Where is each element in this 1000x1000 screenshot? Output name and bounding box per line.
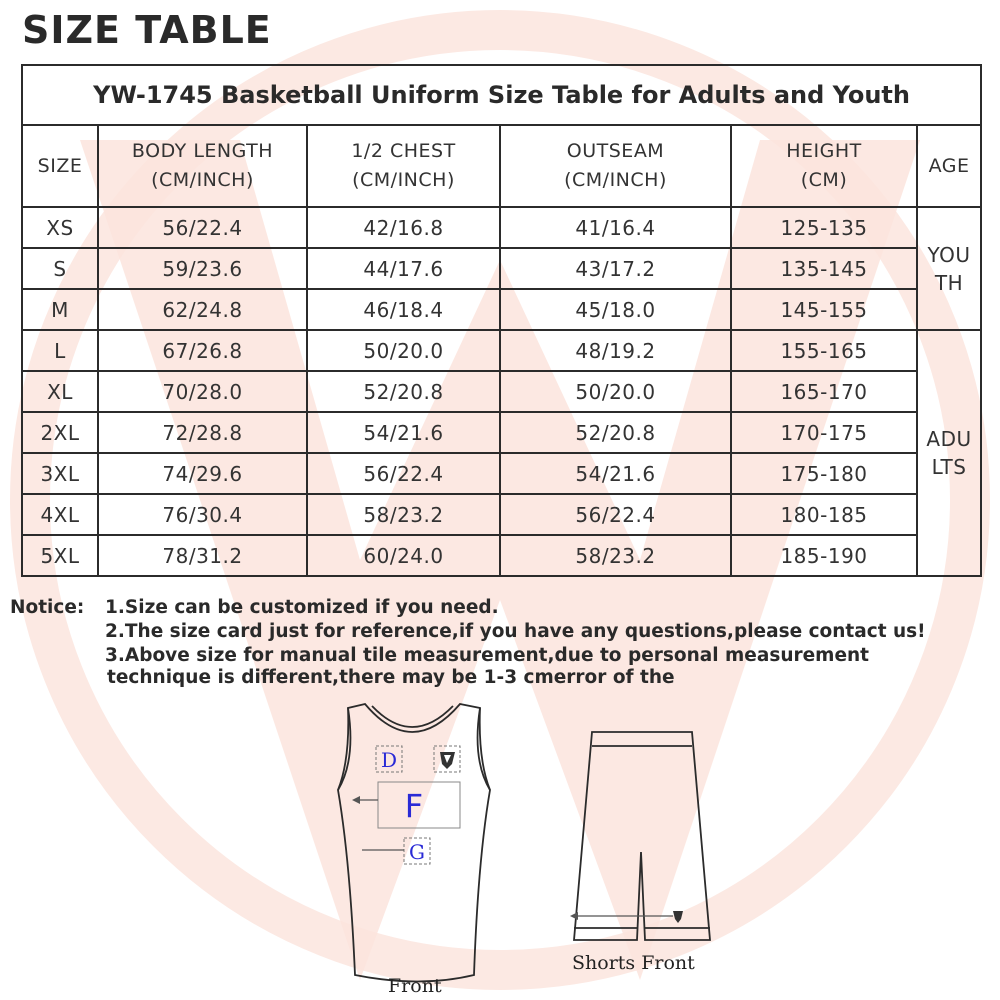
table-row	[22, 371, 981, 412]
table-cell: 45/18.0	[500, 289, 731, 330]
column-header-line: 1/2 CHEST	[351, 140, 456, 162]
table-cell: 76/30.4	[98, 494, 307, 535]
table-cell: 155-165	[731, 330, 917, 371]
column-header-line: OUTSEAM	[566, 140, 665, 162]
table-cell: 60/24.0	[307, 535, 500, 576]
column-header-unit: (CM)	[800, 169, 848, 191]
table-cell: S	[22, 248, 98, 289]
table-cell: L	[22, 330, 98, 371]
table-row	[22, 207, 981, 248]
shorts-front-outline	[574, 732, 710, 940]
table-row	[22, 453, 981, 494]
table-cell: 74/29.6	[98, 453, 307, 494]
table-cell: 58/23.2	[307, 494, 500, 535]
mark-f: F	[404, 787, 424, 825]
table-cell: 4XL	[22, 494, 98, 535]
column-header-line: AGE	[928, 154, 970, 177]
table-header-row	[22, 125, 981, 207]
notice-label: Notice:	[10, 597, 85, 618]
table-cell: 52/20.8	[307, 371, 500, 412]
size-table	[21, 64, 982, 577]
table-cell: 70/28.0	[98, 371, 307, 412]
column-header-unit: (CM/INCH)	[352, 169, 455, 191]
shorts-caption: Shorts Front	[572, 952, 695, 974]
age-group-line: TH	[934, 270, 964, 295]
table-cell: 46/18.4	[307, 289, 500, 330]
table-cell: 56/22.4	[307, 453, 500, 494]
table-cell: 3XL	[22, 453, 98, 494]
table-cell: 125-135	[731, 207, 917, 248]
column-header-unit: (CM/INCH)	[151, 169, 254, 191]
column-header-line: SIZE	[37, 154, 83, 177]
table-cell: 67/26.8	[98, 330, 307, 371]
table-cell: 175-180	[731, 453, 917, 494]
table-cell: 50/20.0	[307, 330, 500, 371]
shield-logo-icon	[440, 752, 455, 769]
column-header-unit: (CM/INCH)	[564, 169, 667, 191]
table-cell: 185-190	[731, 535, 917, 576]
notice-item: 3.Above size for manual tile measurement,due to personal measurement	[105, 645, 870, 666]
table-cell: XL	[22, 371, 98, 412]
jersey-caption: Front	[388, 975, 442, 997]
column-header	[500, 125, 731, 207]
table-caption: YW-1745 Basketball Uniform Size Table for Adults and Youth	[22, 65, 981, 125]
table-cell: 135-145	[731, 248, 917, 289]
table-row	[22, 330, 981, 371]
arrowhead-icon	[352, 796, 360, 804]
notice-item: technique is different,there may be 1-3 cmerror of the	[107, 667, 675, 688]
table-cell: 43/17.2	[500, 248, 731, 289]
age-group-line: ADU	[926, 427, 972, 451]
column-header	[731, 125, 917, 207]
column-header	[917, 125, 981, 207]
table-cell: M	[22, 289, 98, 330]
table-cell: 145-155	[731, 289, 917, 330]
table-row	[22, 494, 981, 535]
table-cell: 2XL	[22, 412, 98, 453]
age-group-cell	[917, 330, 981, 576]
table-row	[22, 412, 981, 453]
table-cell: 54/21.6	[307, 412, 500, 453]
table-cell: 44/17.6	[307, 248, 500, 289]
table-cell: 41/16.4	[500, 207, 731, 248]
table-cell: 180-185	[731, 494, 917, 535]
column-header-line: BODY LENGTH	[131, 140, 274, 162]
table-row	[22, 535, 981, 576]
column-header	[98, 125, 307, 207]
shorts-logo-icon	[673, 911, 683, 923]
table-cell: 170-175	[731, 412, 917, 453]
garment-diagram	[0, 690, 1000, 1000]
table-cell: 58/23.2	[500, 535, 731, 576]
notice-item: 1.Size can be customized if you need.	[105, 597, 499, 618]
age-group-line: LTS	[931, 455, 967, 479]
table-cell: 56/22.4	[500, 494, 731, 535]
table-cell: 54/21.6	[500, 453, 731, 494]
table-row	[22, 289, 981, 330]
column-header-line: HEIGHT	[786, 140, 862, 162]
age-group-cell	[917, 207, 981, 330]
table-cell: 56/22.4	[98, 207, 307, 248]
table-cell: 72/28.8	[98, 412, 307, 453]
arrowhead-icon	[570, 912, 578, 920]
notice-item: 2.The size card just for reference,if you have any questions,please contact us!	[105, 621, 926, 642]
table-cell: XS	[22, 207, 98, 248]
table-cell: 42/16.8	[307, 207, 500, 248]
table-cell: 165-170	[731, 371, 917, 412]
column-header	[307, 125, 500, 207]
table-cell: 59/23.6	[98, 248, 307, 289]
page-title: SIZE TABLE	[22, 8, 272, 52]
table-cell: 48/19.2	[500, 330, 731, 371]
table-cell: 5XL	[22, 535, 98, 576]
table-cell: 50/20.0	[500, 371, 731, 412]
table-cell: 62/24.8	[98, 289, 307, 330]
table-row	[22, 248, 981, 289]
age-group-line: YOU	[927, 242, 971, 267]
mark-d: D	[380, 748, 398, 772]
table-cell: 52/20.8	[500, 412, 731, 453]
column-header	[22, 125, 98, 207]
mark-g: G	[409, 840, 425, 864]
table-cell: 78/31.2	[98, 535, 307, 576]
notice-section	[10, 596, 995, 690]
